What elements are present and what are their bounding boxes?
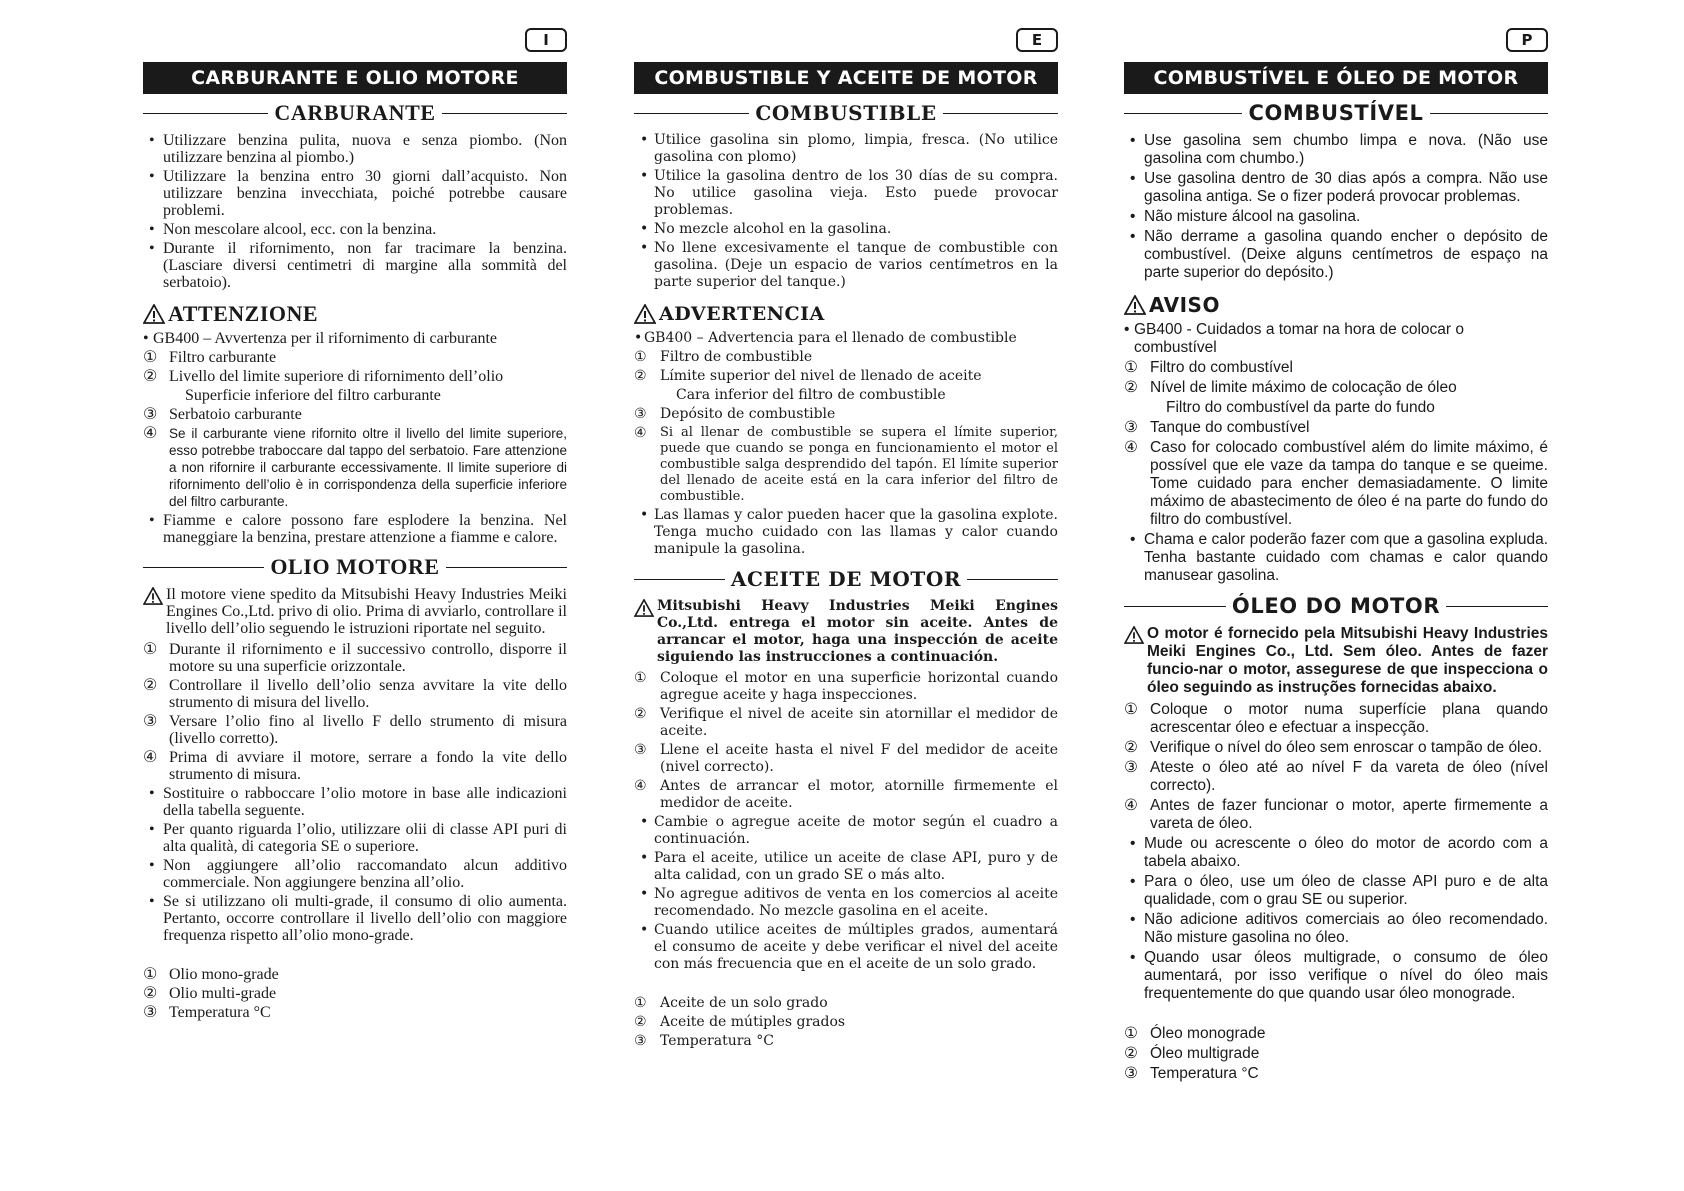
oil-step: ② Verifique el nivel de aceite sin atornillar el medidor de aceite. <box>634 706 1058 739</box>
warning-triangle-icon <box>634 599 654 617</box>
fuel-item-sub: Superficie inferiore del filtro carburante <box>185 387 441 404</box>
oil-warning: O motor é fornecido pela Mitsubishi Heavy Industries Meiki Engines Co., Ltd. Sem óleo. Antes de fazer funcio-nar o motor, assegurese de que inspecciona o óleo seguindo as instruções fornecidas abaixo. <box>1124 625 1548 697</box>
oil-step: ② Controllare il livello dell’olio senza avvitare la vite dello strumento di misura del livello. <box>143 677 567 711</box>
oil-legend <box>1124 1025 1548 1083</box>
fuel-item-sub: Filtro do combustível da parte do fundo <box>1166 399 1435 416</box>
legend-item: ② Óleo multigrade <box>1124 1045 1260 1062</box>
oil-bullet: • Para o óleo, use um óleo de classe API puro e de alta qualidade, com o grau SE ou superior. <box>1124 873 1548 909</box>
oil-step: ② Verifique o nível do óleo sem enroscar o tampão de óleo. <box>1124 739 1543 756</box>
fuel-item: ① Filtro do combustível <box>1124 359 1293 376</box>
fuel-bullet: • Use gasolina sem chumbo limpa e nova. (Não use gasolina com chumbo.) <box>1124 132 1548 168</box>
fuel-item: ③ Serbatoio carburante <box>143 406 302 423</box>
oil-bullet-list <box>143 785 567 944</box>
oil-bullet: • No agregue aditivos de venta en los comercios al aceite recomendado. No mezcle gasolina en el aceite. <box>634 886 1058 920</box>
fuel-bullet-list <box>1124 132 1548 282</box>
legend-item: ③ Temperatura °C <box>1124 1065 1259 1082</box>
language-badge: E <box>1016 28 1058 52</box>
fuel-bullet: • Utilizzare benzina pulita, nuova e senza piombo. (Non utilizzare benzina al piombo.) <box>143 132 567 166</box>
fuel-item: ② Límite superior del nivel de llenado de aceite <box>634 368 982 384</box>
oil-step-list <box>1124 701 1548 833</box>
gb400-line: • GB400 - Cuidados a tomar na hora de colocar o combustível <box>1124 321 1548 357</box>
fuel-heading: CARBURANTE <box>143 100 567 126</box>
oil-heading: ACEITE DE MOTOR <box>634 566 1058 592</box>
oil-bullet-list <box>634 814 1058 973</box>
column-spanish <box>634 28 1058 1052</box>
legend-item: ③ Temperatura °C <box>634 1033 774 1049</box>
flame-bullet: • Chama e calor poderão fazer com que a gasolina expluda. Tenha bastante cuidado com chamas e calor quando manusear gasolina. <box>1124 531 1548 585</box>
fuel-heading: COMBUSTIBLE <box>634 100 1058 126</box>
oil-bullet: • Se si utilizzano oli multi-grade, il consumo di olio aumenta. Pertanto, occorre controllare il livello dell’olio con maggiore frequenza rispetto all’olio mono-grade. <box>143 893 567 944</box>
legend-item: ① Olio mono-grade <box>143 966 279 983</box>
warning-triangle-icon <box>1124 295 1146 315</box>
oil-step: ① Coloque o motor numa superfície plana quando acrescentar óleo e efectuar a inspecção. <box>1124 701 1548 736</box>
oil-bullet: • Cuando utilice aceites de múltiples grados, aumentará el consumo de aceite y debe verificar el nivel del aceite con más frecuencia que en el aceite de un solo grado. <box>634 922 1058 973</box>
fuel-bullet: • Utilizzare la benzina entro 30 giorni dall’acquisto. Non utilizzare benzina invecchiata, poiché potrebbe causare problemi. <box>143 168 567 219</box>
oil-step: ③ Llene el aceite hasta el nivel F del medidor de aceite (nivel correcto). <box>634 742 1058 775</box>
fuel-bullet: • Não misture álcool na gasolina. <box>1124 208 1548 226</box>
gb400-line: • GB400 – Advertencia para el llenado de combustible <box>634 330 1058 347</box>
flame-bullet: • Las llamas y calor pueden hacer que la gasolina explote. Tenga mucho cuidado con las llamas y calor cuando manipule la gasolina. <box>634 507 1058 558</box>
fuel-bullet: • No mezcle alcohol en la gasolina. <box>634 221 1058 238</box>
legend-item: ② Olio multi-grade <box>143 985 277 1002</box>
fuel-item: ① Filtro carburante <box>143 349 277 366</box>
warning-triangle-icon <box>634 304 656 324</box>
oil-warning: Il motore viene spedito da Mitsubishi Heavy Industries Meiki Engines Co.,Ltd. privo di olio. Prima di avviarlo, controllare il livello dell’olio seguendo le istruzioni riportate nel seguito. <box>143 586 567 637</box>
oil-step: ④ Antes de arrancar el motor, atornille firmemente el medidor de aceite. <box>634 778 1058 811</box>
legend-item: ① Aceite de un solo grado <box>634 995 828 1011</box>
fuel-bullet: • Não derrame a gasolina quando encher o depósito de combustível. (Deixe alguns centímetros de espaço na parte superior do depósito.) <box>1124 228 1548 282</box>
language-badge: P <box>1506 28 1548 52</box>
flame-bullet-list <box>1124 531 1548 585</box>
fuel-item: ④ Caso for colocado combustível além do limite máximo, é possível que ele vaze da tampa do tanque e se queime. Tome cuidado para encher demasiadamente. O limite máximo de abastecimento de óleo é na parte do fundo do filtro do combustível. <box>1124 439 1548 528</box>
fuel-item: ② Nível de limite máximo de colocação de óleo <box>1124 379 1457 396</box>
warning-triangle-icon <box>143 304 165 324</box>
section-title: COMBUSTIBLE Y ACEITE DE MOTOR <box>634 62 1058 94</box>
legend-item: ③ Temperatura °C <box>143 1004 271 1021</box>
oil-bullet: • Non aggiungere all’olio raccomandato alcun additivo commerciale. Non aggiungere benzina all’olio. <box>143 857 567 891</box>
fuel-bullet: • Utilice gasolina sin plomo, limpia, fresca. (No utilice gasolina con plomo) <box>634 132 1058 166</box>
flame-bullet: • Fiamme e calore possono fare esplodere la benzina. Nel maneggiare la benzina, prestare attenzione a fiamme e calore. <box>143 512 567 546</box>
fuel-bullet-list <box>143 132 567 291</box>
section-title: COMBUSTÍVEL E ÓLEO DE MOTOR <box>1124 62 1548 94</box>
fuel-item: ④ Se il carburante viene rifornito oltre il livello del limite superiore, esso potrebbe traboccare dal tappo del serbatoio. Fare attenzione a non rifornire il carburante eccessivamente. Il limite superiore di rifornimento dell’olio è in corrispondenza della superficie inferiore del filtro carburante. <box>143 425 567 509</box>
warning-heading: AVISO <box>1124 292 1548 318</box>
fuel-bullet: • Non mescolare alcool, ecc. con la benzina. <box>143 221 567 238</box>
gb400-line: • GB400 – Avvertenza per il rifornimento di carburante <box>143 330 567 347</box>
oil-heading: ÓLEO DO MOTOR <box>1124 593 1548 619</box>
fuel-bullet: • Use gasolina dentro de 30 dias após a compra. Não use gasolina antiga. Se o fizer poderá provocar problemas. <box>1124 170 1548 206</box>
fuel-item-sub: Cara inferior del filtro de combustible <box>676 387 946 403</box>
section-title: CARBURANTE E OLIO MOTORE <box>143 62 567 94</box>
warning-heading: ADVERTENCIA <box>634 301 1058 327</box>
oil-bullet: • Cambie o agregue aceite de motor según el cuadro a continuación. <box>634 814 1058 848</box>
oil-step: ① Durante il rifornimento e il successivo controllo, disporre il motore su una superficie orizzontale. <box>143 641 567 675</box>
column-italian <box>143 28 567 1023</box>
oil-bullet: • Sostituire o rabboccare l’olio motore in base alle indicazioni della tabella seguente. <box>143 785 567 819</box>
oil-heading: OLIO MOTORE <box>143 554 567 580</box>
oil-legend <box>634 995 1058 1050</box>
fuel-heading: COMBUSTÍVEL <box>1124 100 1548 126</box>
fuel-bullet: • Utilice la gasolina dentro de los 30 días de su compra. No utilice gasolina vieja. Esto puede provocar problemas. <box>634 168 1058 219</box>
oil-bullet: • Quando usar óleos multigrade, o consumo de óleo aumentará, por isso verifique o nível do óleo mais frequentemente do que quando usar óleo monograde. <box>1124 949 1548 1003</box>
oil-bullet: • Mude ou acrescente o óleo do motor de acordo com a tabela abaixo. <box>1124 835 1548 871</box>
legend-item: ① Óleo monograde <box>1124 1025 1266 1042</box>
oil-bullet: • Não adicione aditivos comerciais ao óleo recomendado. Não misture gasolina no óleo. <box>1124 911 1548 947</box>
flame-bullet-list <box>143 512 567 546</box>
oil-bullet: • Para el aceite, utilice un aceite de clase API, puro y de alta calidad, con un grado SE o más alto. <box>634 850 1058 884</box>
oil-step: ③ Versare l’olio fino al livello F dello strumento di misura (livello corretto). <box>143 713 567 747</box>
oil-step: ④ Antes de fazer funcionar o motor, aperte firmemente a vareta de óleo. <box>1124 797 1548 832</box>
oil-warning: Mitsubishi Heavy Industries Meiki Engines Co.,Ltd. entrega el motor sin aceite. Antes de arrancar el motor, haga una inspección de aceite siguiendo las instrucciones a continuación. <box>634 598 1058 666</box>
warning-triangle-icon <box>1124 626 1144 644</box>
oil-step-list <box>143 641 567 783</box>
oil-step: ③ Ateste o óleo até ao nível F da vareta de óleo (nível correcto). <box>1124 759 1548 794</box>
fuel-bullet-list <box>634 132 1058 291</box>
warning-heading: ATTENZIONE <box>143 301 567 327</box>
fuel-item-list <box>634 349 1058 505</box>
fuel-item-list <box>143 349 567 510</box>
fuel-item: ② Livello del limite superiore di rifornimento dell’olio <box>143 368 504 385</box>
fuel-item: ③ Depósito de combustible <box>634 406 836 422</box>
fuel-bullet: • Durante il rifornimento, non far tracimare la benzina. (Lasciare diversi centimetri di margine alla sommità del serbatoio). <box>143 240 567 291</box>
column-portuguese <box>1124 28 1548 1085</box>
fuel-bullet: • No llene excesivamente el tanque de combustible con gasolina. (Deje un espacio de varios centímetros en la parte superior del tanque.) <box>634 240 1058 291</box>
oil-step-list <box>634 670 1058 812</box>
oil-step: ① Coloque el motor en una superficie horizontal cuando agregue aceite y haga inspecciones. <box>634 670 1058 703</box>
language-badge: I <box>525 28 567 52</box>
legend-item: ② Aceite de mútiples grados <box>634 1014 846 1030</box>
oil-step: ④ Prima di avviare il motore, serrare a fondo la vite dello strumento di misura. <box>143 749 567 783</box>
oil-bullet: • Per quanto riguarda l’olio, utilizzare olii di classe API puri di alta qualità, di categoria SE o superiore. <box>143 821 567 855</box>
warning-triangle-icon <box>143 587 163 605</box>
fuel-item-list <box>1124 359 1548 529</box>
fuel-item: ① Filtro de combustible <box>634 349 813 365</box>
oil-bullet-list <box>1124 835 1548 1003</box>
oil-legend <box>143 966 567 1021</box>
fuel-item: ④ Si al llenar de combustible se supera el límite superior, puede que cuando se ponga en funcionamiento el motor el combustible salga desprendido del tapón. El límite superior del llenado de aceite está en la cara inferior del filtro de combustible. <box>634 425 1058 504</box>
fuel-item: ③ Tanque do combustível <box>1124 419 1310 436</box>
flame-bullet-list <box>634 507 1058 558</box>
